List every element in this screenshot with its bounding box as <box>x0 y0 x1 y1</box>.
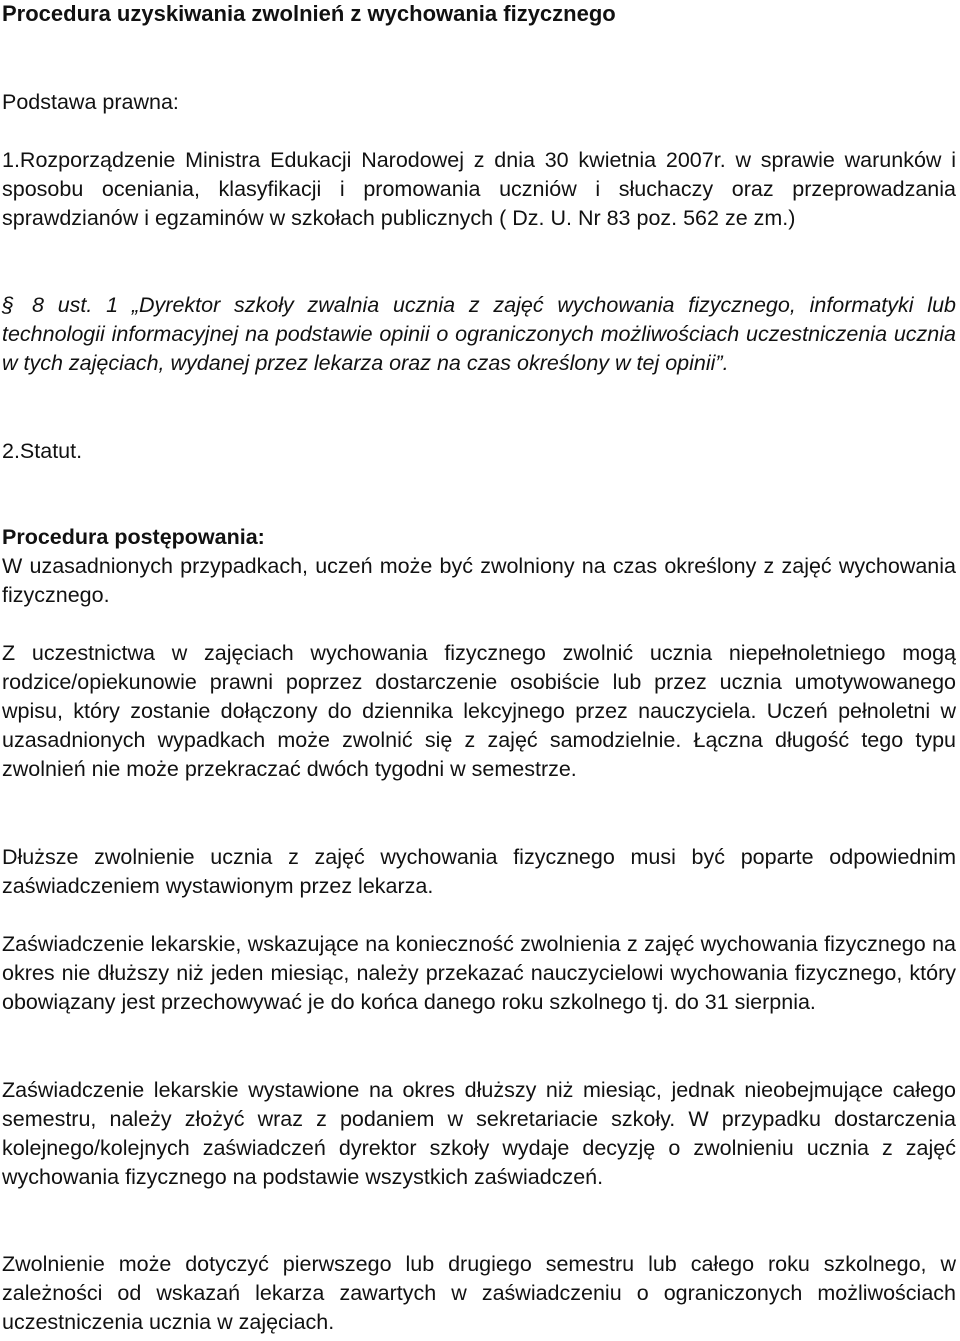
legal-basis-label: Podstawa prawna: <box>2 90 179 114</box>
section-citation-text: 8 ust. 1 „Dyrektor szkoły zwalnia ucznia z zajęć wychowania fizycznego, informatyki lub technologii informacyjnej na podstawie opinii o ograniczonych możliwościach uczestniczenia ucznia w tych zajęciach, wydanej przez lekarza oraz na czas określony w tej opinii”. <box>2 293 956 375</box>
legal-citation <box>2 291 956 378</box>
document-title: Procedura uzyskiwania zwolnień z wychowania fizycznego <box>2 1 616 26</box>
procedure-heading: Procedura postępowania: <box>2 525 265 549</box>
procedure-paragraph: Dłuższe zwolnienie ucznia z zajęć wychowania fizycznego musi być poparte odpowiednim zaświadczeniem wystawionym przez lekarza. <box>2 845 956 898</box>
statute-reference: 2.Statut. <box>2 439 83 463</box>
regulation-reference: 1.Rozporządzenie Ministra Edukacji Narodowej z dnia 30 kwietnia 2007r. w sprawie warunków i sposobu oceniania, klasyfikacji i promowania uczniów i słuchaczy oraz przeprowadzania sprawdzianów i egzaminów w szkołach publicznych ( Dz. U. Nr 83 poz. 562 ze zm.) <box>2 148 956 230</box>
procedure-paragraph: W uzasadnionych przypadkach, uczeń może być zwolniony na czas określony z zajęć wychowania fizycznego. <box>2 554 956 607</box>
procedure-paragraph: Z uczestnictwa w zajęciach wychowania fizycznego zwolnić ucznia niepełnoletniego mogą rodzice/opiekunowie prawni poprzez dostarczenie osobiście lub przez ucznia umotywowanego wpisu, który zostanie dołączony do dziennika lekcyjnego przez nauczyciela. Uczeń pełnoletni w uzasadnionych wypadkach może zwolnić się z zajęć samodzielnie. Łączna długość tego typu zwolnień nie może przekraczać dwóch tygodni w semestrze. <box>2 641 956 781</box>
procedure-paragraph: Zaświadczenie lekarskie, wskazujące na konieczność zwolnienia z zajęć wychowania fizycznego na okres nie dłuższy niż jeden miesiąc, należy przekazać nauczycielowi wychowania fizycznego, który obowiązany jest przechowywać je do końca danego roku szkolnego tj. do 31 sierpnia. <box>2 932 956 1014</box>
procedure-paragraph: Zwolnienie może dotyczyć pierwszego lub drugiego semestru lub całego roku szkolnego, w zależności od wskazań lekarza zawartych w zaświadczeniu o ograniczonych możliwościach uczestniczenia ucznia w zajęciach. <box>2 1252 956 1334</box>
section-symbol: § <box>2 293 14 317</box>
procedure-paragraph: Zaświadczenie lekarskie wystawione na okres dłuższy niż miesiąc, jednak nieobejmujące całego semestru, należy złożyć wraz z podaniem w sekretariacie szkoły. W przypadku dostarczenia kolejnego/kolejnych zaświadczeń dyrektor szkoły wydaje decyzję o zwolnieniu ucznia z zajęć wychowania fizycznego na podstawie wszystkich zaświadczeń. <box>2 1078 956 1189</box>
